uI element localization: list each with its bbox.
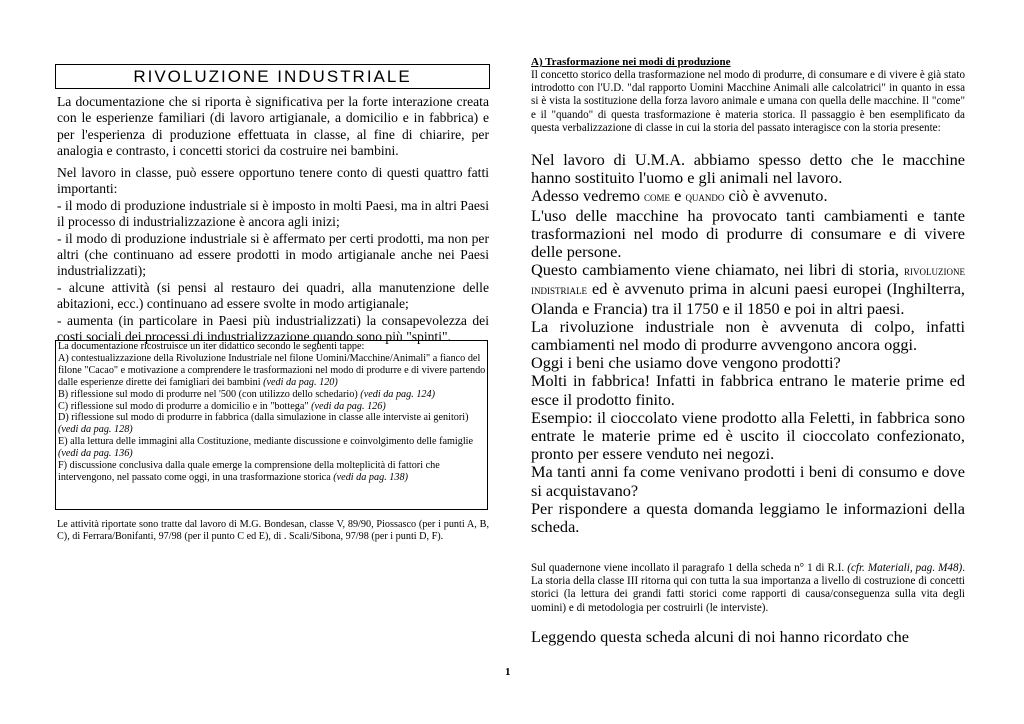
verbalization-paragraph: Oggi i beni che usiamo dove vengono prodotti? (531, 353, 841, 373)
fact-item: - il modo di produzione industriale si è affermato per certi prodotti, ma non per altri (che continuano ad essere prodotti in modo artigianale anche nei Paesi industrializzati); (57, 230, 489, 279)
verbalization-paragraph: Nel lavoro di U.M.A. abbiamo spesso detto che le macchine hanno sostituito l'uomo e gli animali nel lavoro. (531, 150, 965, 188)
verbalization-paragraph: Molti in fabbrica! Infatti in fabbrica entrano le materie prime ed esce il prodotto finito. (531, 371, 965, 409)
section-intro: Il concetto storico della trasformazione nel modo di produrre, di consumare e di vivere è già stato introdotto con l'U.D. "dal rapporto Uomini Macchine Animali alle calcolatrici" in quanto in essa si è vista la sostituzione della forza lavoro animale e umana con quella delle macchine. Il "come" e il "quando" di questa trasformazione è materia storica. Il passaggio è ben esemplificato da questa verbalizzazione di classe in cui la storia del passato interagisce con la storia presente: (531, 69, 965, 134)
fact-item: - alcune attività (si pensi al restauro dei quadri, alla manutenzione delle abitazioni, ecc.) continuano ad essere svolte in modo artigianale; (57, 279, 489, 312)
verbalization-paragraph: L'uso delle macchine ha provocato tanti cambiamenti e tante trasformazioni nel modo di produrre di consumare e di vivere delle persone. (531, 205, 965, 262)
section-title: A) Trasformazione nei modi di produzione (531, 56, 731, 68)
intro-paragraph: La documentazione che si riporta è significativa per la forte interazione creata con le esperienze familiari (di lavoro artigianale, a domicilio e in fabbrica) e per l'esperienza di produzione effettuata in classe, al fine di chiarire, per analogia e contrasto, i concetti storici da costruire nei bambini. (57, 94, 489, 159)
facts-intro: Nel lavoro in classe, può essere opportuno tenere conto di questi quattro fatti importanti: (57, 165, 489, 197)
verbalization-paragraph: Esempio: il cioccolato viene prodotto alla Feletti, in fabbrica sono entrate le materie prime ed è uscito il cioccolato confezionato, pronto per essere venduto nei negozi. (531, 407, 965, 464)
class-verbalization (531, 151, 965, 536)
sources-note: Le attività riportate sono tratte dal lavoro di M.G. Bondesan, classe V, 89/90, Piossasco (per i punti A, B, C), di Ferrara/Bonifanti, 97/98 (per il punto C ed E), di . Scali/Sibona, 97/98 (per i punti D, F). (57, 519, 489, 543)
verbalization-continued: Leggendo questa scheda alcuni di noi hanno ricordato che (531, 627, 909, 646)
verbalization-paragraph: Per rispondere a questa domanda leggiamo le informazioni della scheda. (531, 498, 965, 537)
step-item: C) riflessione sul modo di produrre a domicilio e in "bottega" (vedi da pag. 126) (58, 400, 386, 412)
page-number: 1 (505, 666, 511, 678)
facts-paragraph (57, 165, 489, 345)
fact-item: - aumenta (in particolare in Paesi più industrializzati) la consapevolezza dei costi sociali dei processi di industrializzazione quando sono più "spinti". (57, 312, 489, 345)
step-item: A) contestualizzazione della Rivoluzione Industriale nel filone Uomini/Macchine/Animali" a fianco del filone "Cacao" e motivazione a comprendere le trasformazioni nel modo di produrre e di vivere partendo dalle esperienze dirette dei famigliari dei bambini (vedi da pag. 120) (58, 352, 486, 388)
verbalization-paragraph: Adesso vedremo come e quando ciò è avvenuto. (531, 186, 828, 206)
teacher-note: Sul quadernone viene incollato il paragrafo 1 della scheda n° 1 di R.I. (cfr. Materiali, pag. M48). La storia della classe III ritorna qui con tutta la sua importanza a livello di costruzione di concetti storici (la lettura dei grandi fatti storici come rapporti di causa/conseguenza sulla vita degli uomini) e di metodologia per costruirli (le interviste). (531, 562, 965, 614)
verbalization-paragraph: Ma tanti anni fa come venivano prodotti i beni di consumo e dove si acquistavano? (531, 462, 965, 500)
verbalization-paragraph: La rivoluzione industriale non è avvenuta di colpo, infatti cambiamenti nel modo di produrre avvengono ancora oggi. (531, 316, 965, 355)
page-title: RIVOLUZIONE INDUSTRIALE (55, 64, 490, 89)
verbalization-paragraph: Questo cambiamento viene chiamato, nei libri di storia, rivoluzione indistriale ed è avvenuto prima in alcuni paesi europei (Inghilterra, Olanda e Francia) tra il 1750 e il 1850 e poi in altri paesi. (531, 260, 965, 318)
steps-box (55, 340, 488, 510)
steps-intro: La documentazione ricostruisce un iter didattico secondo le seguenti tappe: (58, 341, 365, 352)
step-item: F) discussione conclusiva dalla quale emerge la comprensione della molteplicità di fattori che intervengono, nel passato come oggi, in una trasformazione storica (vedi da pag. 138) (58, 460, 440, 483)
step-item: E) alla lettura delle immagini alla Costituzione, mediante discussione e coinvolgimento delle famiglie (vedi da pag. 136) (58, 436, 474, 460)
fact-item: - il modo di produzione industriale si è imposto in molti Paesi, ma in altri Paesi il processo di industrializzazione è ancora agli inizi; (57, 197, 489, 230)
step-item: D) riflessione sul modo di produrre in fabbrica (dalla simulazione in classe alle interviste ai genitori) (vedi da pag. 128) (58, 412, 469, 436)
step-item: B) riflessione sul modo di produrre nel '500 (con utilizzo dello schedario) (vedi da pag. 124) (58, 388, 435, 400)
